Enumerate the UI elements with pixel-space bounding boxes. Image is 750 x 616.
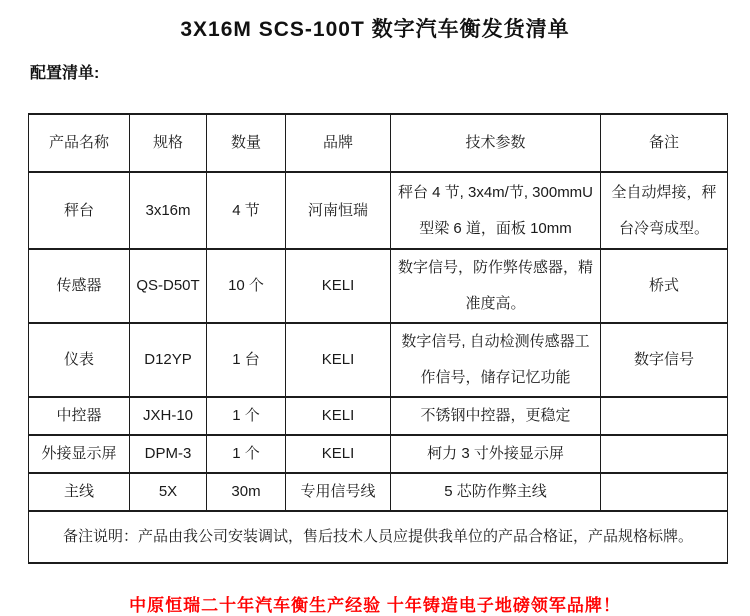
cell-quantity: 10 个	[207, 249, 286, 323]
shipment-table	[28, 113, 728, 564]
col-header-product-name: 产品名称	[29, 114, 130, 172]
col-header-remark: 备注	[601, 114, 728, 172]
cell-tech-params: 5 芯防作弊主线	[391, 473, 601, 511]
cell-product-name: 传感器	[29, 249, 130, 323]
table-header-row	[29, 114, 728, 172]
cell-brand: KELI	[286, 435, 391, 473]
table-row-main-cable	[29, 473, 728, 511]
cell-brand: KELI	[286, 323, 391, 397]
table-note-row	[29, 511, 728, 563]
cell-product-name: 中控器	[29, 397, 130, 435]
table-row-indicator	[29, 323, 728, 397]
table-row-external-display	[29, 435, 728, 473]
col-header-tech-params: 技术参数	[391, 114, 601, 172]
cell-tech-params: 数字信号，防作弊传感器，精准度高。	[391, 249, 601, 323]
cell-quantity: 30m	[207, 473, 286, 511]
footer-slogan: 中原恒瑞二十年汽车衡生产经验 十年铸造电子地磅领军品牌！	[129, 596, 621, 615]
cell-spec: QS-D50T	[130, 249, 207, 323]
cell-spec: DPM-3	[130, 435, 207, 473]
cell-brand: 专用信号线	[286, 473, 391, 511]
cell-quantity: 1 个	[207, 435, 286, 473]
col-header-quantity: 数量	[207, 114, 286, 172]
cell-spec: 5X	[130, 473, 207, 511]
cell-remark	[601, 397, 728, 435]
cell-brand: KELI	[286, 397, 391, 435]
cell-product-name: 主线	[29, 473, 130, 511]
cell-spec: D12YP	[130, 323, 207, 397]
cell-remark: 桥式	[601, 249, 728, 323]
cell-quantity: 1 个	[207, 397, 286, 435]
cell-brand: 河南恒瑞	[286, 172, 391, 249]
cell-quantity: 4 节	[207, 172, 286, 249]
cell-quantity: 1 台	[207, 323, 286, 397]
cell-tech-params: 不锈钢中控器，更稳定	[391, 397, 601, 435]
cell-product-name: 秤台	[29, 172, 130, 249]
cell-brand: KELI	[286, 249, 391, 323]
col-header-spec: 规格	[130, 114, 207, 172]
page-title: 3X16M SCS-100T 数字汽车衡发货清单	[180, 18, 570, 41]
table-row-controller	[29, 397, 728, 435]
cell-product-name: 仪表	[29, 323, 130, 397]
cell-remark	[601, 473, 728, 511]
cell-tech-params: 数字信号, 自动检测传感器工作信号，储存记忆功能	[391, 323, 601, 397]
cell-spec: 3x16m	[130, 172, 207, 249]
config-list-label: 配置清单:	[30, 65, 100, 82]
col-header-brand: 品牌	[286, 114, 391, 172]
note-cell: 备注说明：产品由我公司安装调试，售后技术人员应提供我单位的产品合格证，产品规格标牌。	[29, 511, 728, 563]
cell-tech-params: 柯力 3 寸外接显示屏	[391, 435, 601, 473]
cell-remark: 全自动焊接，秤台冷弯成型。	[601, 172, 728, 249]
cell-spec: JXH-10	[130, 397, 207, 435]
table-row-scale-platform	[29, 172, 728, 249]
cell-remark	[601, 435, 728, 473]
cell-tech-params: 秤台 4 节, 3x4m/节, 300mmU 型梁 6 道，面板 10mm	[391, 172, 601, 249]
cell-remark: 数字信号	[601, 323, 728, 397]
table-row-sensor	[29, 249, 728, 323]
cell-product-name: 外接显示屏	[29, 435, 130, 473]
